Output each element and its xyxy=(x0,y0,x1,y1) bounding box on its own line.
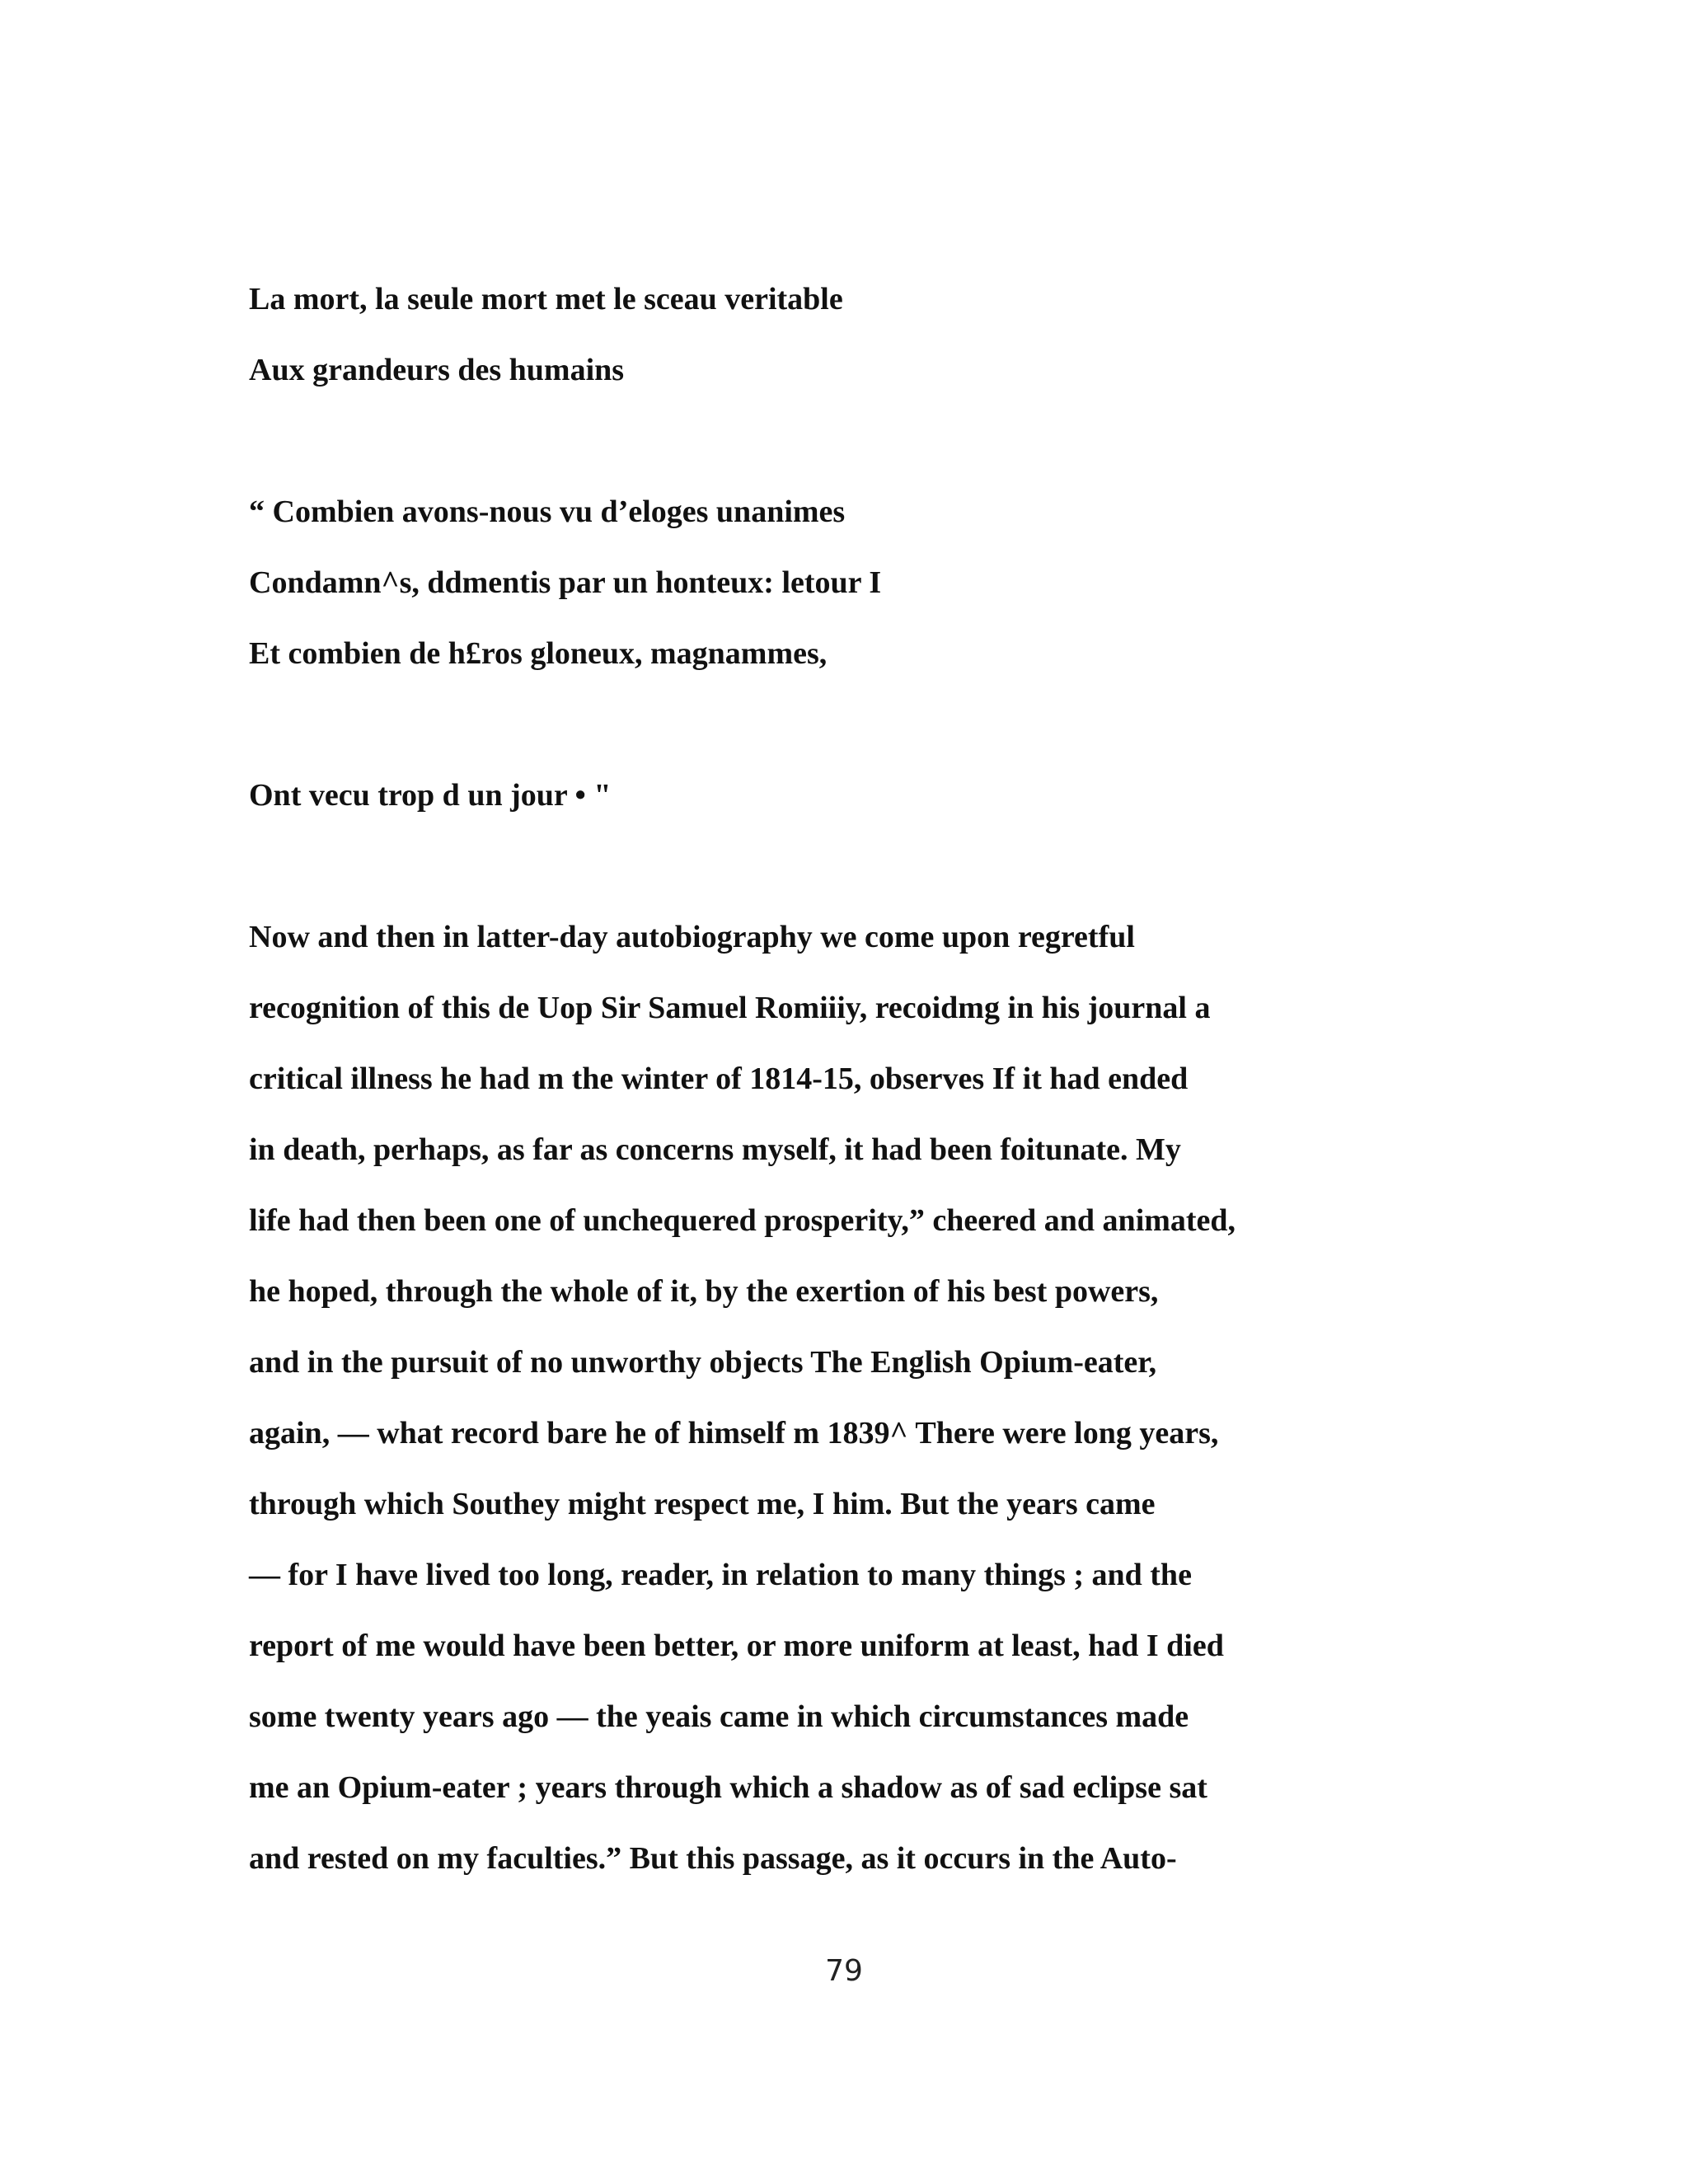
stanza-gap xyxy=(249,405,1584,476)
prose-line: some twenty years ago — the yeais came in which circumstances made xyxy=(249,1699,1189,1734)
prose-line: report of me would have been better, or more uniform at least, had I died xyxy=(249,1629,1224,1663)
page-text xyxy=(249,264,1584,1894)
prose-line: me an Opium-eater ; years through which a shadow as of sad eclipse sat xyxy=(249,1770,1207,1805)
prose-paragraph xyxy=(249,902,1584,1894)
verse-line: “ Combien avons-nous vu d’eloges unanimes xyxy=(249,494,846,529)
prose-line: — for I have lived too long, reader, in relation to many things ; and the xyxy=(249,1558,1192,1592)
prose-line: in death, perhaps, as far as concerns myself, it had been foitunate. My xyxy=(249,1132,1181,1167)
prose-line: and rested on my faculties.” But this passage, as it occurs in the Auto- xyxy=(249,1841,1177,1876)
verse-line: Condamn^s, ddmentis par un honteux: letour I xyxy=(249,565,882,600)
stanza-gap xyxy=(249,831,1584,902)
prose-line: life had then been one of unchequered prosperity,” cheered and animated, xyxy=(249,1203,1236,1238)
page-number: 79 xyxy=(825,1954,863,1988)
prose-line: and in the pursuit of no unworthy objects The English Opium-eater, xyxy=(249,1345,1157,1380)
verse-line: Et combien de h£ros gloneux, magnammes, xyxy=(249,636,828,671)
prose-line: critical illness he had m the winter of 1814-15, observes If it had ended xyxy=(249,1062,1189,1096)
verse-line: Ont vecu trop d un jour • " xyxy=(249,778,612,813)
stanza-gap xyxy=(249,689,1584,760)
prose-line: Now and then in latter-day autobiography we come upon regretful xyxy=(249,920,1135,954)
prose-line: he hoped, through the whole of it, by the exertion of his best powers, xyxy=(249,1274,1159,1309)
verse-stanza-1 xyxy=(249,264,1584,405)
prose-line: through which Southey might respect me, I him. But the years came xyxy=(249,1487,1156,1521)
verse-stanza-2 xyxy=(249,476,1584,689)
verse-line: La mort, la seule mort met le sceau veritable xyxy=(249,282,843,316)
verse-stanza-3 xyxy=(249,760,1584,831)
prose-line: recognition of this de Uop Sir Samuel Romiiiy, recoidmg in his journal a xyxy=(249,991,1211,1025)
prose-line: again, — what record bare he of himself m 1839^ There were long years, xyxy=(249,1416,1219,1451)
verse-line: Aux grandeurs des humains xyxy=(249,353,625,387)
